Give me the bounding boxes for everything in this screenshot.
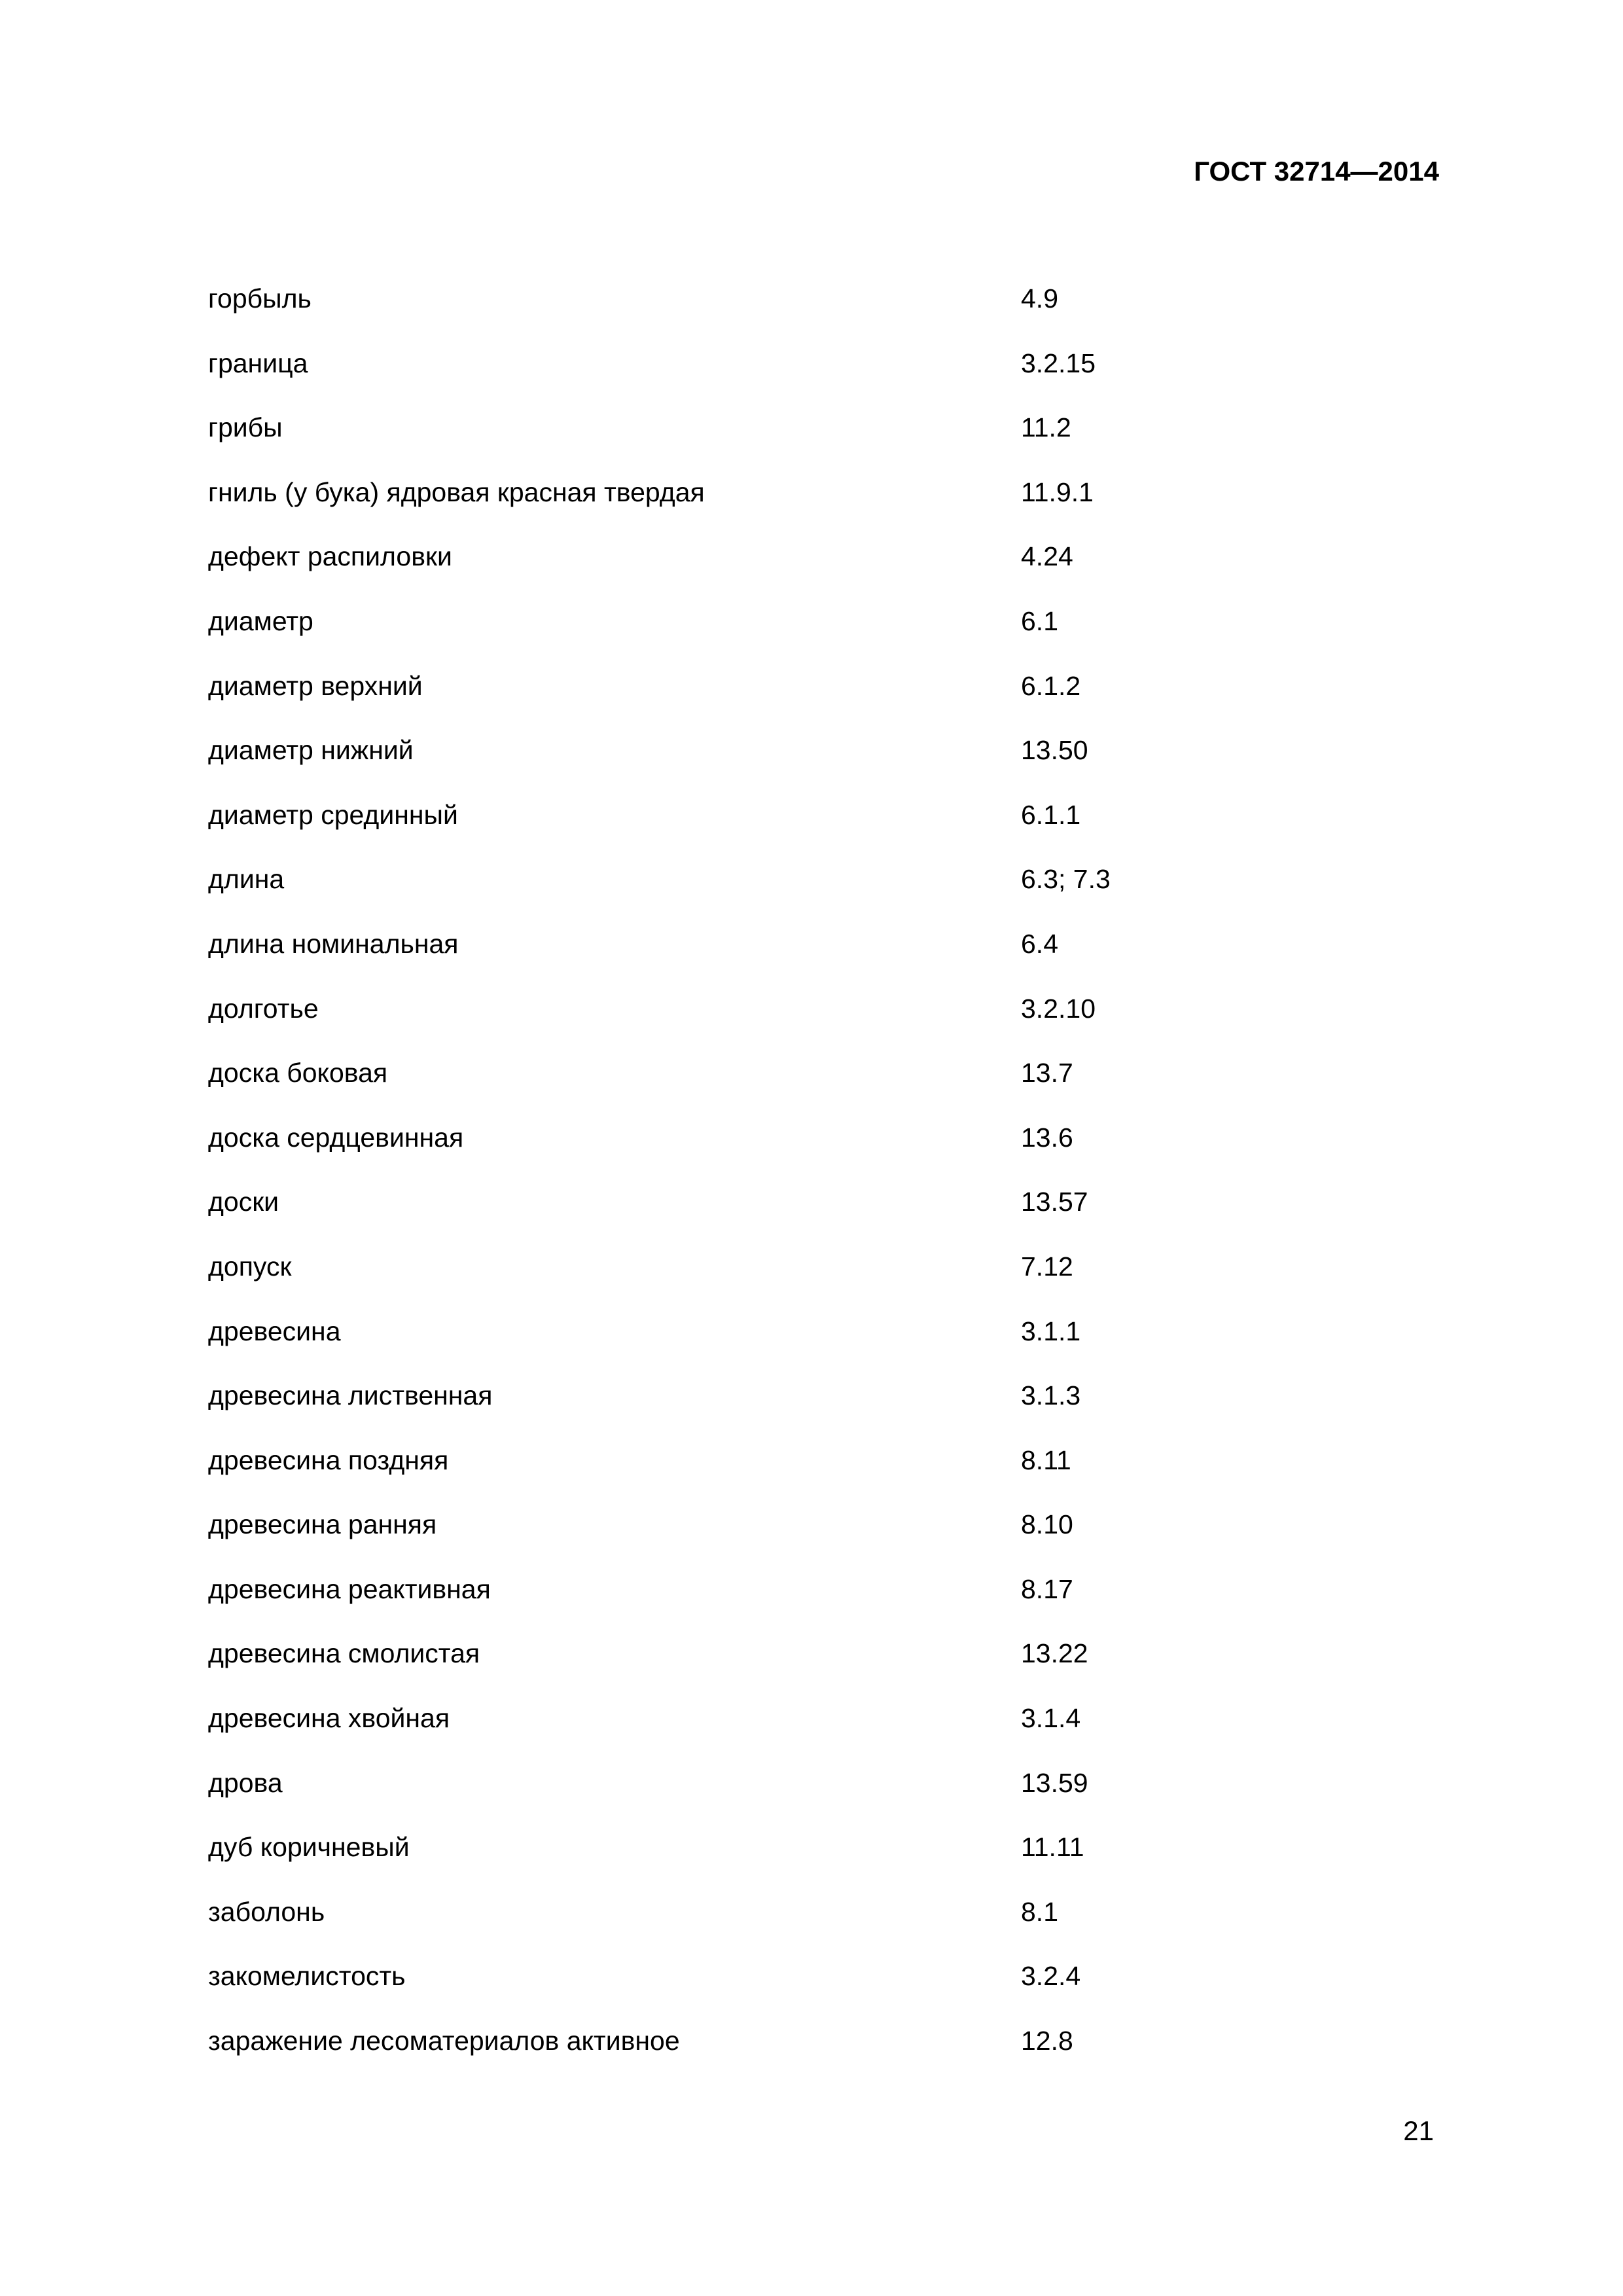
index-reference: 6.3; 7.3 (1021, 864, 1111, 895)
index-entry (208, 666, 1438, 731)
index-term: доски (208, 1187, 279, 1217)
index-entry (208, 795, 1438, 860)
index-term: древесина поздняя (208, 1444, 449, 1475)
index-entry (208, 730, 1438, 795)
index-entry (208, 1247, 1438, 1312)
index-entry (208, 1182, 1438, 1247)
index-term: древесина лиственная (208, 1380, 493, 1411)
index-term: диаметр срединный (208, 799, 458, 830)
index-entry (208, 859, 1438, 924)
index-reference: 13.57 (1021, 1187, 1088, 1217)
index-term: древесина смолистая (208, 1638, 480, 1669)
index-reference: 6.1 (1021, 605, 1058, 636)
index-term: дефект распиловки (208, 541, 452, 572)
index-entry (208, 1827, 1438, 1892)
index-entry (208, 1698, 1438, 1763)
index-reference: 11.9.1 (1021, 476, 1094, 507)
index-term: дуб коричневый (208, 1832, 410, 1863)
index-entry (208, 408, 1438, 473)
index-entry (208, 601, 1438, 666)
index-reference: 8.10 (1021, 1509, 1073, 1540)
index-term: древесина реактивная (208, 1573, 491, 1604)
index-entry (208, 1312, 1438, 1376)
index-reference: 11.2 (1021, 412, 1071, 443)
index-term: заражение лесоматериалов активное (208, 2026, 680, 2056)
index-term: древесина ранняя (208, 1509, 437, 1540)
index-term: древесина (208, 1316, 341, 1346)
index-reference: 3.2.10 (1021, 993, 1096, 1024)
index-term: заболонь (208, 1896, 325, 1927)
index-reference: 13.6 (1021, 1122, 1073, 1153)
index-entry (208, 279, 1438, 344)
index-term: горбыль (208, 283, 312, 314)
index-term: доска боковая (208, 1058, 388, 1088)
index-reference: 8.11 (1021, 1444, 1071, 1475)
index-reference: 6.4 (1021, 928, 1058, 959)
index-term: граница (208, 348, 308, 378)
index-entry (208, 1634, 1438, 1698)
index-reference: 13.22 (1021, 1638, 1088, 1669)
index-entry (208, 2021, 1438, 2086)
index-term: грибы (208, 412, 283, 443)
index-term: закомелистость (208, 1961, 406, 1992)
index-reference: 3.2.15 (1021, 348, 1096, 378)
index-term: диаметр (208, 605, 313, 636)
index-entry (208, 1118, 1438, 1183)
index-entry (208, 1053, 1438, 1118)
index-term: древесина хвойная (208, 1703, 450, 1734)
index-term: допуск (208, 1251, 292, 1282)
document-code-header: ГОСТ 32714—2014 (1194, 156, 1439, 187)
page-number: 21 (1403, 2115, 1434, 2146)
index-reference: 3.1.1 (1021, 1316, 1081, 1346)
index-reference: 12.8 (1021, 2026, 1073, 2056)
index-reference: 8.17 (1021, 1573, 1073, 1604)
index-term: диаметр нижний (208, 735, 414, 766)
index-entry (208, 344, 1438, 408)
index-term: доска сердцевинная (208, 1122, 464, 1153)
index-reference: 11.11 (1021, 1832, 1084, 1863)
index-entry (208, 1570, 1438, 1634)
index-reference: 13.7 (1021, 1058, 1073, 1088)
index-reference: 3.1.4 (1021, 1703, 1081, 1734)
index-term: длина номинальная (208, 928, 459, 959)
index-reference: 3.1.3 (1021, 1380, 1081, 1411)
index-reference: 6.1.2 (1021, 670, 1081, 701)
index-entry (208, 1441, 1438, 1505)
index-reference: 3.2.4 (1021, 1961, 1081, 1992)
index-entry (208, 1892, 1438, 1957)
index-reference: 6.1.1 (1021, 799, 1081, 830)
index-reference: 7.12 (1021, 1251, 1073, 1282)
index-entry (208, 1376, 1438, 1441)
index-entry (208, 473, 1438, 537)
index-entry (208, 1505, 1438, 1570)
index-reference: 13.50 (1021, 735, 1088, 766)
index-term: долготье (208, 993, 319, 1024)
alphabetical-term-index (208, 279, 1438, 2086)
index-entry (208, 537, 1438, 601)
index-reference: 4.9 (1021, 283, 1058, 314)
index-term: гниль (у бука) ядровая красная твердая (208, 476, 705, 507)
index-term: диаметр верхний (208, 670, 423, 701)
index-reference: 13.59 (1021, 1767, 1088, 1798)
index-term: дрова (208, 1767, 283, 1798)
index-entry (208, 924, 1438, 989)
index-reference: 8.1 (1021, 1896, 1058, 1927)
index-reference: 4.24 (1021, 541, 1073, 572)
index-entry (208, 1763, 1438, 1828)
index-entry (208, 1956, 1438, 2021)
index-entry (208, 989, 1438, 1054)
index-term: длина (208, 864, 285, 895)
